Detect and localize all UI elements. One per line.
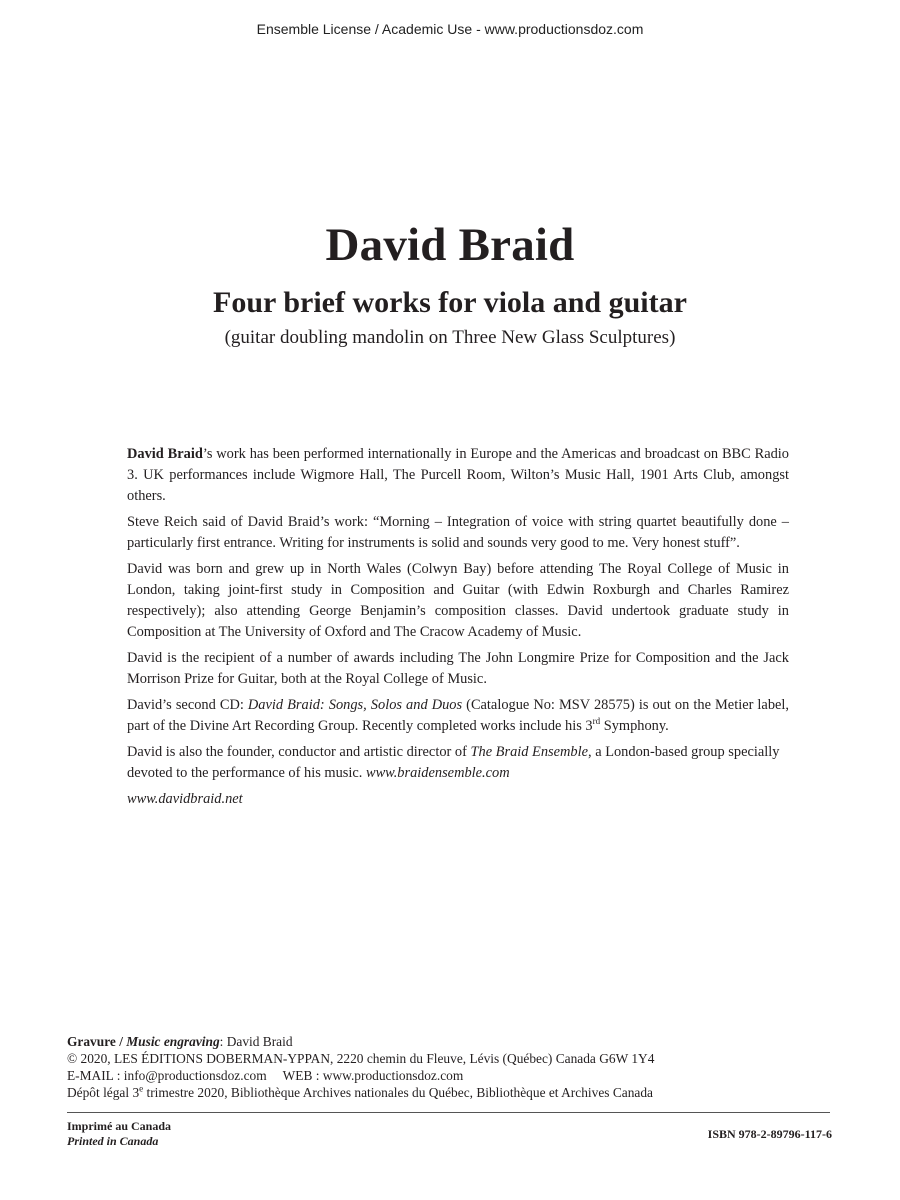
engraving-value: : David Braid <box>219 1034 293 1049</box>
bio-text: (Catalogue No: MSV 28575) is out on the Metier label, part of the Divine Art Recording Group. Recently completed works include his 3 <box>127 697 789 734</box>
web-text: WEB : www.productionsdoz.com <box>282 1068 464 1083</box>
depot-text: Dépôt légal 3 <box>67 1085 140 1100</box>
engraving-credit <box>67 1033 847 1050</box>
depot-sup: e <box>139 1083 144 1094</box>
website-link[interactable]: www.davidbraid.net <box>127 791 243 807</box>
isbn: ISBN 978-2-89796-117-6 <box>707 1127 832 1141</box>
instrumentation-note: (guitar doubling mandolin on Three New Glass Sculptures) <box>224 327 676 348</box>
bio-name: David Braid <box>127 446 203 462</box>
work-title: Four brief works for viola and guitar <box>213 286 687 319</box>
copyright-line: © 2020, LES ÉDITIONS DOBERMAN-YPPAN, 2220 chemin du Fleuve, Lévis (Québec) Canada G6W 1Y4 <box>67 1051 655 1066</box>
publication-credits <box>67 1033 847 1101</box>
composer-website <box>127 789 789 810</box>
ensemble-link[interactable]: www.braidensemble.com <box>365 765 510 781</box>
bio-text: ’s work has been performed internationally in Europe and the Americas and broadcast on BBC Radio 3. UK performances include Wigmore Hall, The Purcell Room, Wilton’s Music Hall, 1901 Arts Club, amongst others. <box>127 446 789 504</box>
printed-en-text: Printed in Canada <box>67 1134 159 1148</box>
bio-text: , a London-based group specially devoted to the performance of his music. <box>127 744 780 781</box>
license-header: Ensemble License / Academic Use - www.productionsdoz.com <box>256 21 644 37</box>
bio-text: Symphony. <box>600 718 669 734</box>
contact-line <box>67 1067 847 1084</box>
bio-paragraph-3: David was born and grew up in North Wales (Colwyn Bay) before attending The Royal College of Music in London, taking joint-first study in Composition and Guitar (with Edwin Roxburgh and Charles Ramirez respectively); also attending George Benjamin’s composition classes. David undertook graduate study in Composition at The University of Oxford and The Cracow Academy of Music. <box>127 561 789 640</box>
printed-in <box>67 1119 171 1149</box>
bio-paragraph-1 <box>127 444 789 507</box>
biography <box>127 444 789 815</box>
footer-divider <box>67 1112 830 1113</box>
ordinal-suffix: rd <box>592 716 601 727</box>
ensemble-name: The Braid Ensemble <box>470 744 589 760</box>
bio-paragraph-2: Steve Reich said of David Braid’s work: “Morning – Integration of voice with string quartet beautifully done – particularly first entrance. Writing for instruments is solid and sounds very good to me. Very honest stuff”. <box>127 514 789 551</box>
bio-paragraph-6 <box>127 742 789 784</box>
engraving-label: Music engraving <box>126 1034 220 1049</box>
bio-paragraph-4: David is the recipient of a number of awards including The John Longmire Prize for Composition and the Jack Morrison Prize for Guitar, both at the Royal College of Music. <box>127 650 789 687</box>
bio-paragraph-5 <box>127 695 789 737</box>
composer-name: David Braid <box>325 219 575 271</box>
printed-fr: Imprimé au Canada <box>67 1119 172 1133</box>
bio-text: David is also the founder, conductor and artistic director of <box>127 744 471 760</box>
bio-text: David’s second CD: <box>127 697 248 713</box>
legal-deposit-line <box>67 1084 847 1101</box>
gravure-label: Gravure / <box>67 1034 127 1049</box>
depot-text: trimestre 2020, Bibliothèque Archives nationales du Québec, Bibliothèque et Archives Canada <box>143 1085 653 1100</box>
email-text: E-MAIL : info@productionsdoz.com <box>67 1068 267 1083</box>
cd-title: David Braid: Songs, Solos and Duos <box>247 697 463 713</box>
printed-en <box>67 1134 171 1149</box>
